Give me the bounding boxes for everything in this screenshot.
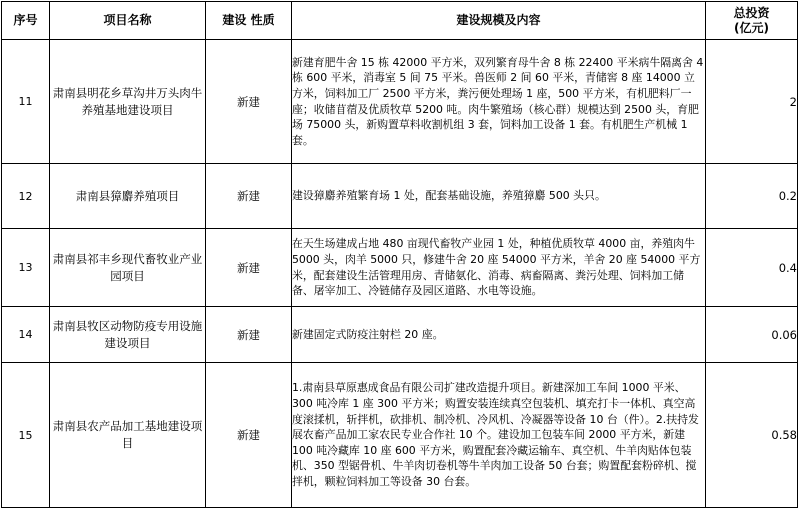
table-row — [2, 229, 798, 307]
header-name: 项目名称 — [50, 2, 206, 40]
row-type: 新建 — [206, 40, 292, 164]
header-type: 建设 性质 — [206, 2, 292, 40]
header-investment-line1: 总投资 — [733, 5, 770, 20]
row-scale: 1.肃南县草原惠成食品有限公司扩建改造提升项目。新建深加工车间 1000 平米、300 吨冷库 1 座 300 平方米；购置安装连续真空包装机、填充打卡一体机、真空高度滚揉机，斩拌机，砍排机、制冷机、冷风机、冷凝器等设备 10 台（件）。2.扶持发展农畜产品加工家农民专业合作社 10 个。建设加工包装车间 2000 平方米，新建 100 吨冷藏库 10 座 600 平方米，购置配套冷藏运输车、真空机、牛羊肉贴体包装机、350 型锯骨机、牛羊肉切卷机等牛羊肉加工设备 50 台套；购置配套粉碎机、搅拌机，颗粒饲料加工等设备 30 台套。 — [292, 363, 706, 508]
row-scale: 新建固定式防疫注射栏 20 座。 — [292, 307, 706, 363]
row-investment: 0.4 — [706, 229, 798, 307]
row-name: 肃南县牧区动物防疫专用设施建设项目 — [50, 307, 206, 363]
header-investment — [706, 2, 798, 40]
table-row — [2, 307, 798, 363]
row-name: 肃南县农产品加工基地建设项目 — [50, 363, 206, 508]
row-no: 11 — [2, 40, 50, 164]
header-scale: 建设规模及内容 — [292, 2, 706, 40]
row-no: 13 — [2, 229, 50, 307]
table-row — [2, 363, 798, 508]
row-scale: 新建育肥牛舍 15 栋 42000 平方米，双列繁育母牛舍 8 栋 22400 平米病牛隔离舍 4 栋 600 平米，消毒室 5 间 75 平米。兽医师 2 间 60 平米，青储窖 8 座 14000 立方米，饲料加工厂 2500 平方米，粪污便处理场 1 座，500 平方米，有机肥料厂一座；收储苜蓿及优质牧草 5200 吨。肉牛繁殖场（核心群）规模达到 2500 头，育肥场 75000 头，新购置草料收割机组 3 套，饲料加工设备 1 套。有机肥生产机械 1 套。 — [292, 40, 706, 164]
row-type: 新建 — [206, 164, 292, 229]
row-type: 新建 — [206, 307, 292, 363]
row-scale: 在天生场建成占地 480 亩现代畜牧产业园 1 处，种植优质牧草 4000 亩，养殖肉牛 5000 头，肉羊 5000 只，修建牛舍 20 座 54000 平方米，羊舍 20 座 54000 平方米，配套建设生活管理用房、青储氨化、消毒、病畜隔离、粪污处理、饲料加工储备、屠宰加工、冷链储存及园区道路、水电等设施。 — [292, 229, 706, 307]
row-scale: 建设獐麝养殖繁育场 1 处，配套基础设施，养殖獐麝 500 头只。 — [292, 164, 706, 229]
header-row — [2, 2, 798, 40]
row-no: 14 — [2, 307, 50, 363]
table-row — [2, 164, 798, 229]
header-investment-line2: (亿元) — [734, 20, 769, 35]
header-no: 序号 — [2, 2, 50, 40]
row-name: 肃南县祁丰乡现代畜牧业产业园项目 — [50, 229, 206, 307]
row-investment: 0.06 — [706, 307, 798, 363]
row-name: 肃南县獐麝养殖项目 — [50, 164, 206, 229]
table-row — [2, 40, 798, 164]
row-investment: 0.2 — [706, 164, 798, 229]
row-no: 12 — [2, 164, 50, 229]
row-investment: 0.58 — [706, 363, 798, 508]
row-name: 肃南县明花乡草沟井万头肉牛养殖基地建设项目 — [50, 40, 206, 164]
row-type: 新建 — [206, 229, 292, 307]
row-investment: 2 — [706, 40, 798, 164]
row-no: 15 — [2, 363, 50, 508]
projects-table — [1, 1, 798, 508]
row-type: 新建 — [206, 363, 292, 508]
